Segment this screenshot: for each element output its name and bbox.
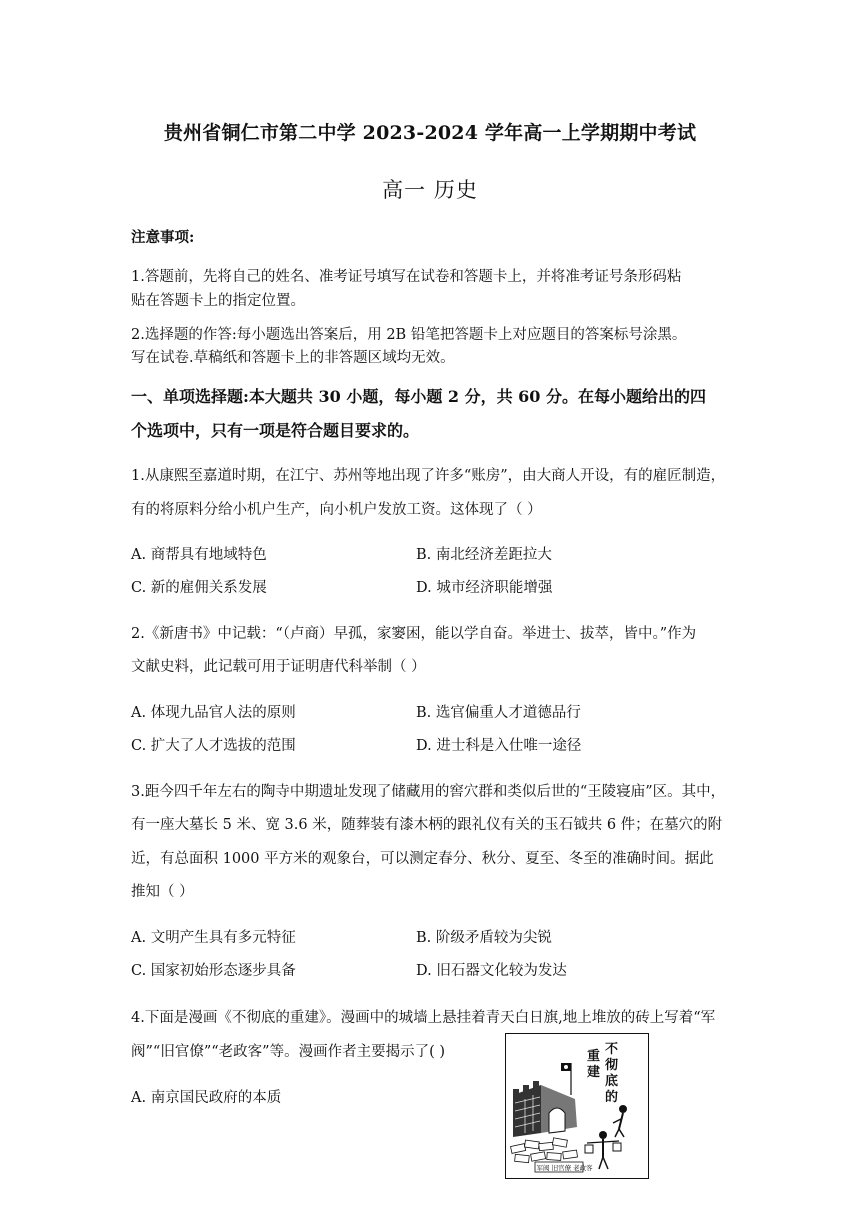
section-heading: 个选项中，只有一项是符合题目要求的。 xyxy=(131,421,420,440)
notice-line: 1.答题前，先将自己的姓名、准考证号填写在试卷和答题卡上，并将准考证号条形码粘 xyxy=(131,269,682,285)
question-4-stem: 4.下面是漫画《不彻底的重建》。漫画中的城墙上悬挂着青天白日旗,地上堆放的砖上写着“军 xyxy=(131,1010,716,1026)
exam-subject: 高一 历史 xyxy=(382,178,478,202)
question-2-option-a: A. 体现九品官人法的原则 xyxy=(131,705,296,721)
question-2-stem: 文献史料，此记载可用于证明唐代科举制（ ） xyxy=(131,659,426,675)
cartoon-caption-char: 的 xyxy=(605,1090,619,1105)
notice-heading: 注意事项: xyxy=(131,229,195,246)
question-2-option-c: C. 扩大了人才选拔的范围 xyxy=(131,738,296,754)
question-2-stem: 2.《新唐书》中记载：“（卢商）早孤，家窭困，能以学自奋。举进士、拔萃，皆中。”作为 xyxy=(131,626,697,642)
question-1-option-d: D. 城市经济职能增强 xyxy=(416,580,553,596)
question-3-option-b: B. 阶级矛盾较为尖锐 xyxy=(416,930,552,946)
question-3-option-a: A. 文明产生具有多元特征 xyxy=(131,930,296,946)
cartoon-incomplete-reconstruction xyxy=(505,1033,649,1179)
question-1-stem: 有的将原料分给小机户生产，向小机户发放工资。这体现了（ ） xyxy=(131,502,542,518)
question-3-stem: 3.距今四千年左右的陶寺中期遗址发现了储藏用的窖穴群和类似后世的“王陵寝庙”区。其中， xyxy=(131,784,726,800)
question-1-stem: 1.从康熙至嘉道时期，在江宁、苏州等地出现了许多“账房”，由大商人开设，有的雇匠制造， xyxy=(131,468,726,484)
notice-line: 2.选择题的作答:每小题选出答案后，用 2B 铅笔把答题卡上对应题目的答案标号涂黑。 xyxy=(131,327,687,343)
question-3-stem: 近，有总面积 1000 平方米的观象台，可以测定春分、秋分、夏至、冬至的准确时间。据此 xyxy=(131,851,714,867)
cartoon-drawing xyxy=(505,1033,649,1179)
question-2-option-b: B. 选官偏重人才道德品行 xyxy=(416,705,581,721)
question-4-option-a: A. 南京国民政府的本质 xyxy=(131,1090,282,1106)
cartoon-caption-char: 彻 xyxy=(605,1058,619,1073)
section-heading: 一、单项选择题:本大题共 30 小题，每小题 2 分，共 60 分。在每小题给出的四 xyxy=(131,387,706,406)
notice-line: 贴在答题卡上的指定位置。 xyxy=(131,293,305,309)
cartoon-caption-char: 建 xyxy=(587,1065,601,1080)
question-3-stem: 有一座大墓长 5 米、宽 3.6 米，随葬装有漆木柄的跟礼仪有关的玉石钺共 6 件；在墓穴的附 xyxy=(131,817,723,833)
question-1-option-a: A. 商帮具有地域特色 xyxy=(131,547,267,563)
question-4-stem: 阀”“旧官僚”“老政客”等。漫画作者主要揭示了( ) xyxy=(131,1044,445,1060)
question-3-option-c: C. 国家初始形态逐步具备 xyxy=(131,963,296,979)
question-1-option-b: B. 南北经济差距拉大 xyxy=(416,547,552,563)
question-3-stem: 推知（ ） xyxy=(131,884,194,900)
question-2-option-d: D. 进士科是入仕唯一途径 xyxy=(416,738,582,754)
question-3-option-d: D. 旧石器文化较为发达 xyxy=(416,963,567,979)
cartoon-brick-labels: 军阀 旧官僚 老政客 xyxy=(536,1164,593,1172)
cartoon-caption-char: 重 xyxy=(587,1049,601,1064)
exam-title: 贵州省铜仁市第二中学 2023-2024 学年高一上学期期中考试 xyxy=(163,122,697,144)
notice-line: 写在试卷.草稿纸和答题卡上的非答题区域均无效。 xyxy=(131,350,455,366)
question-1-option-c: C. 新的雇佣关系发展 xyxy=(131,580,267,596)
cartoon-caption-char: 不 xyxy=(605,1042,619,1057)
cartoon-caption-char: 底 xyxy=(605,1074,619,1089)
